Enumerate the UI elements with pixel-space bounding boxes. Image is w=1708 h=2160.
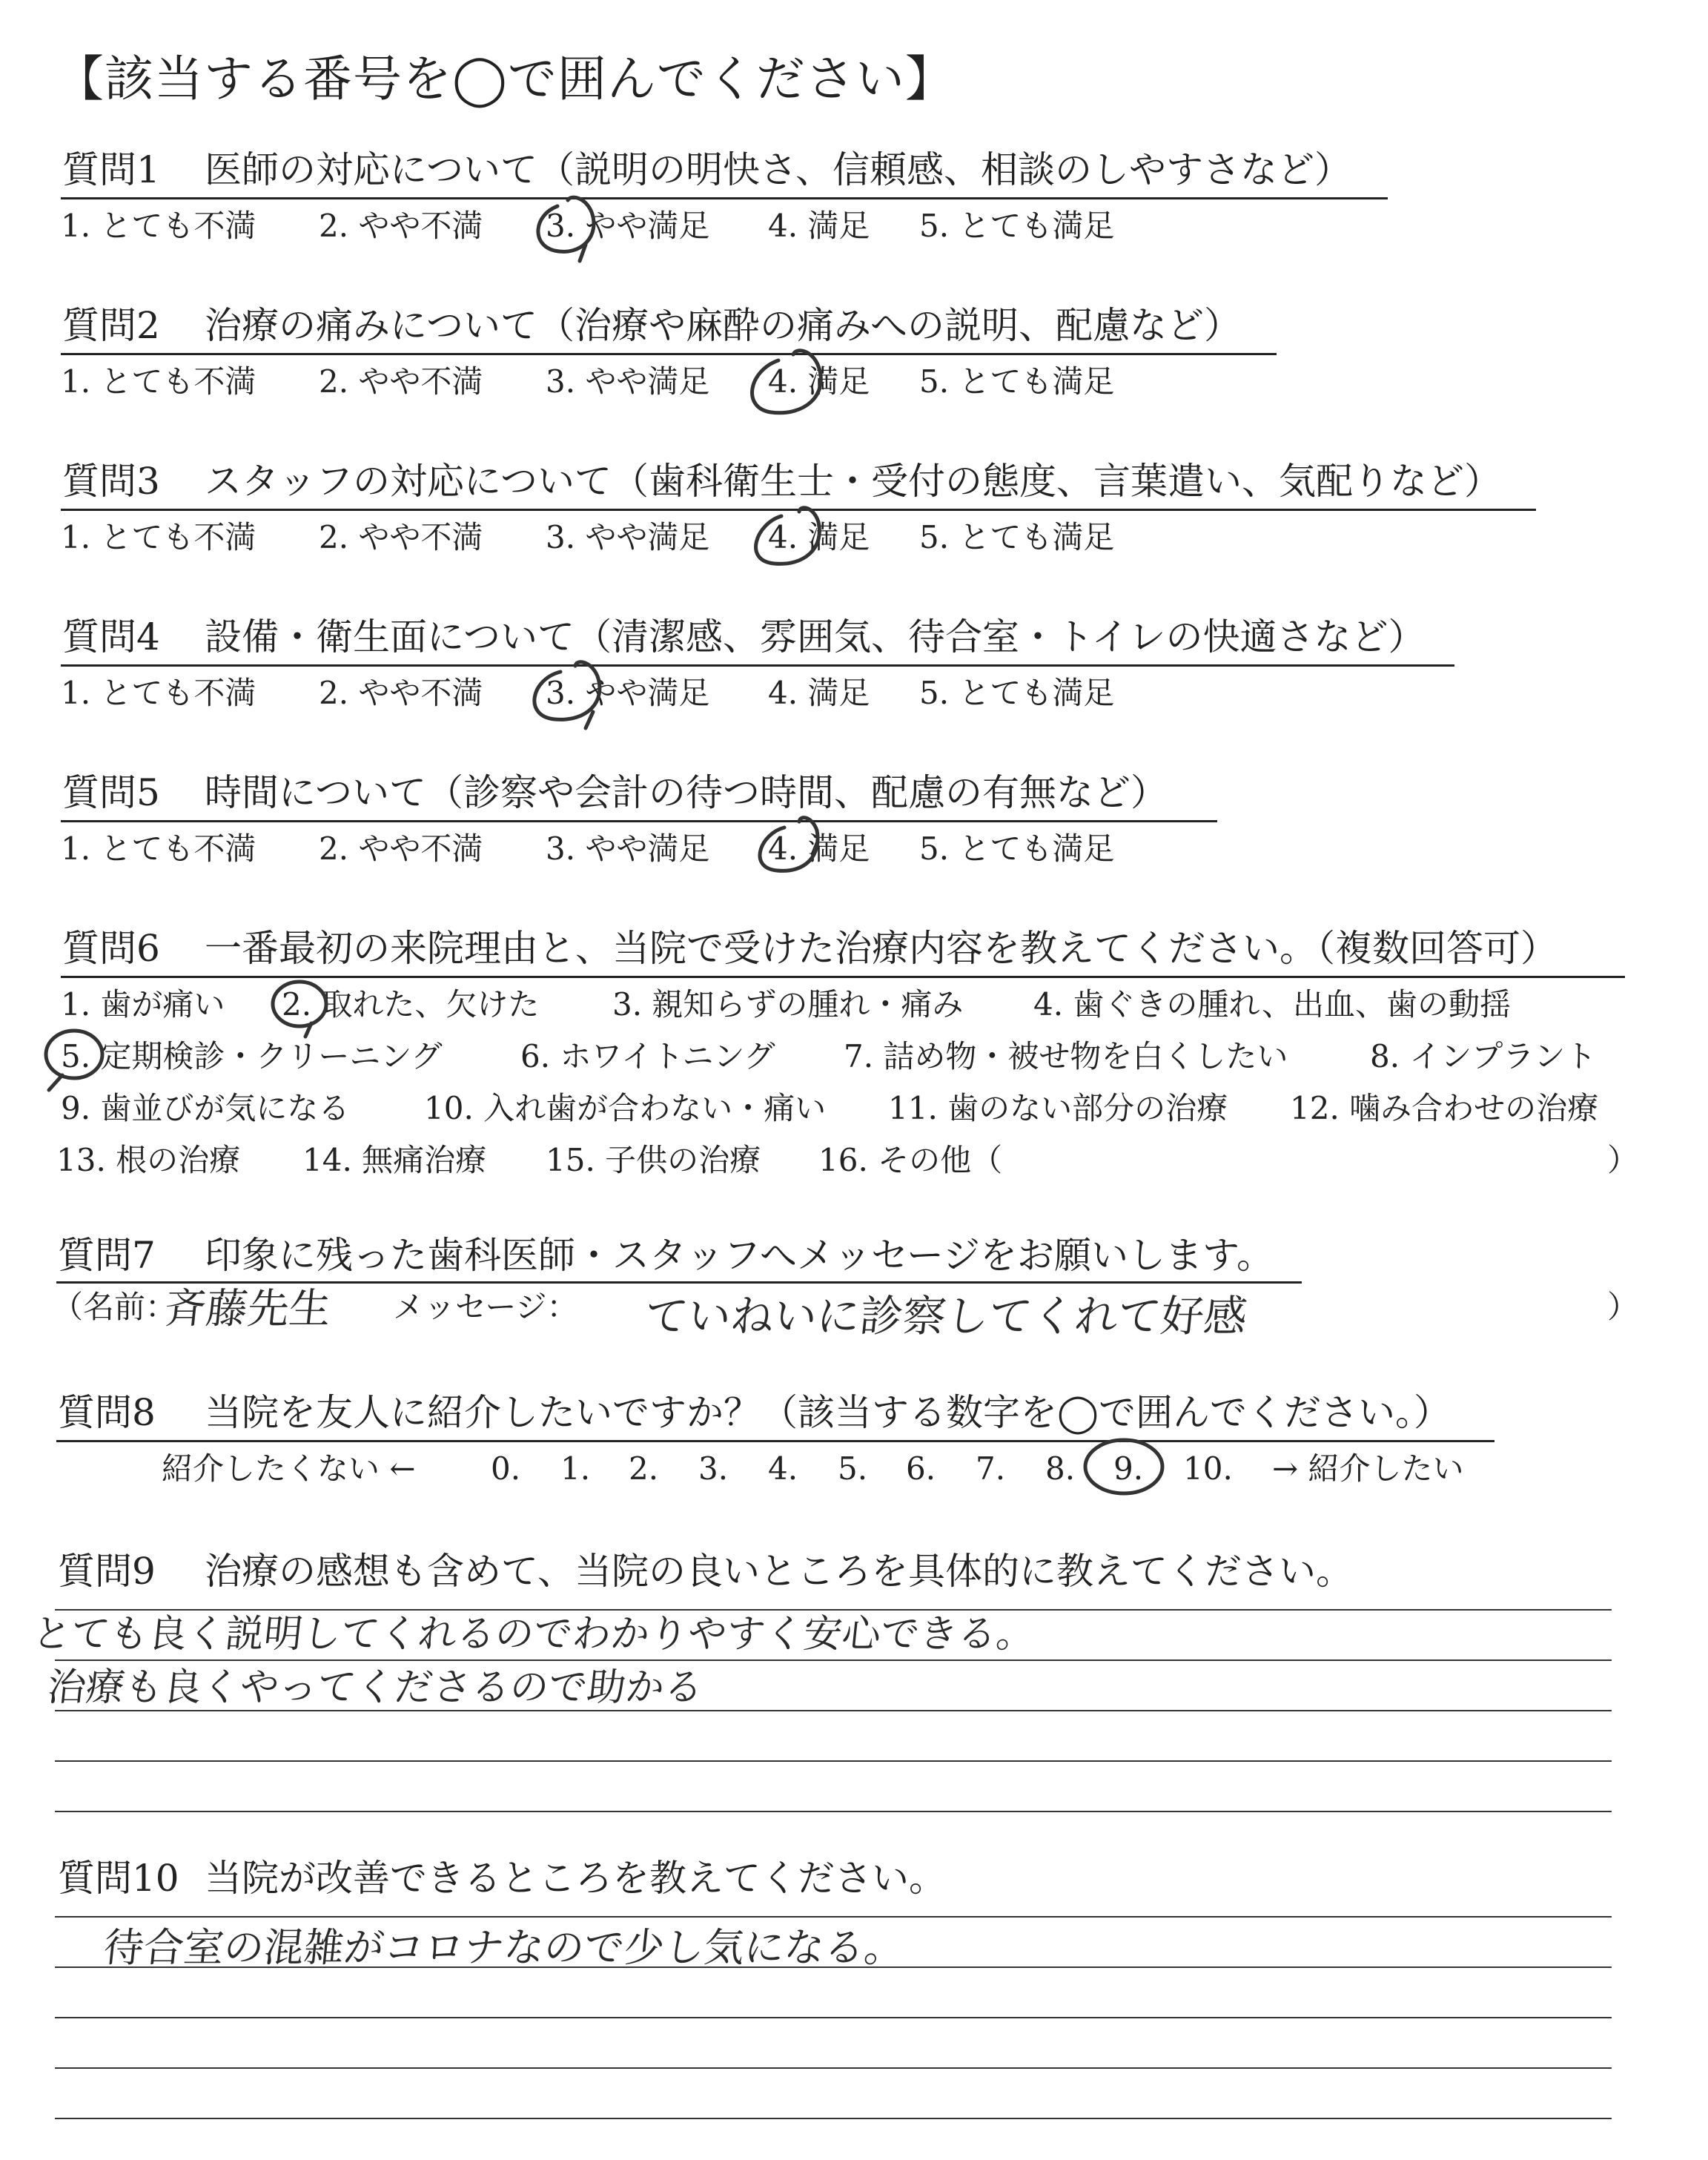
q3-option-4[interactable]: 4. 満足 bbox=[768, 519, 870, 555]
q2-text: 治療の痛みについて（治療や麻酔の痛みへの説明、配慮など） bbox=[205, 304, 1241, 347]
q3-option-1[interactable]: 1. とても不満 bbox=[61, 519, 256, 555]
q10-text: 当院が改善できるところを教えてください。 bbox=[205, 1857, 946, 1900]
q2-selection-circle bbox=[752, 351, 821, 413]
q8-low-label: 紹介したくない ← bbox=[162, 1450, 416, 1487]
q7-close-paren: ） bbox=[1607, 1289, 1639, 1325]
q5-option-2[interactable]: 2. やや不満 bbox=[319, 830, 483, 867]
q1-selection-circle bbox=[538, 197, 594, 261]
q8-text: 当院を友人に紹介したいですか？（該当する数字を◯で囲んでください。） bbox=[205, 1391, 1451, 1434]
q5-option-3[interactable]: 3. やや満足 bbox=[546, 830, 710, 867]
q6-option-5-circle bbox=[46, 1031, 102, 1078]
q4-option-4[interactable]: 4. 満足 bbox=[768, 675, 870, 711]
q2-option-4[interactable]: 4. 満足 bbox=[768, 363, 870, 400]
q8-score-2[interactable]: 2. bbox=[629, 1450, 659, 1487]
q5-option-5[interactable]: 5. とても満足 bbox=[919, 830, 1115, 867]
q6-option-10[interactable]: 10. 入れ歯が合わない・痛い bbox=[424, 1090, 827, 1126]
q6-option-16-close: ） bbox=[1607, 1142, 1639, 1178]
q8-score-10[interactable]: 10. bbox=[1183, 1450, 1233, 1487]
page-title: 【該当する番号を◯で囲んでください】 bbox=[55, 50, 955, 108]
q1-text: 医師の対応について（説明の明快さ、信頼感、相談のしやすさなど） bbox=[205, 148, 1351, 191]
q5-option-4[interactable]: 4. 満足 bbox=[768, 830, 870, 867]
q8-score-6[interactable]: 6. bbox=[906, 1450, 936, 1487]
q6-option-15[interactable]: 15. 子供の治療 bbox=[546, 1142, 761, 1178]
q1-option-4[interactable]: 4. 満足 bbox=[768, 208, 870, 244]
q1-option-1[interactable]: 1. とても不満 bbox=[61, 208, 256, 244]
q10-label: 質問10 bbox=[58, 1857, 179, 1900]
q8-score-9[interactable]: 9. bbox=[1113, 1450, 1144, 1487]
q2-option-2[interactable]: 2. やや不満 bbox=[319, 363, 483, 400]
q6-option-8[interactable]: 8. インプラント bbox=[1370, 1038, 1597, 1074]
q4-option-1[interactable]: 1. とても不満 bbox=[61, 675, 256, 711]
q6-option-2-circle bbox=[273, 982, 326, 1026]
q6-option-5[interactable]: 5. 定期検診・クリーニング bbox=[61, 1038, 443, 1074]
q1-option-5[interactable]: 5. とても満足 bbox=[919, 208, 1115, 244]
q1-label: 質問1 bbox=[62, 148, 160, 191]
q8-score-1[interactable]: 1. bbox=[560, 1450, 591, 1487]
q6-option-4[interactable]: 4. 歯ぐきの腫れ、出血、歯の動揺 bbox=[1033, 986, 1511, 1023]
q7-text: 印象に残った歯科医師・スタッフへメッセージをお願いします。 bbox=[205, 1234, 1274, 1277]
q6-option-7[interactable]: 7. 詰め物・被せ物を白くしたい bbox=[844, 1038, 1288, 1074]
q7-message-handwritten[interactable]: ていねいに診察してくれて好感 bbox=[642, 1291, 1250, 1341]
q8-label: 質問8 bbox=[58, 1391, 156, 1434]
q7-name-label: （名前： bbox=[52, 1289, 177, 1325]
q6-option-6[interactable]: 6. ホワイトニング bbox=[520, 1038, 775, 1074]
q4-option-2[interactable]: 2. やや不満 bbox=[319, 675, 483, 711]
q6-option-12[interactable]: 12. 噛み合わせの治療 bbox=[1290, 1090, 1599, 1126]
q5-selection-circle bbox=[760, 818, 818, 871]
q7-label: 質問7 bbox=[58, 1234, 156, 1277]
q6-option-11[interactable]: 11. 歯のない部分の治療 bbox=[888, 1090, 1228, 1126]
q3-text: スタッフの対応について（歯科衛生士・受付の態度、言葉遣い、気配りなど） bbox=[205, 460, 1501, 503]
q3-label: 質問3 bbox=[62, 460, 160, 503]
q9-answer-handwritten-1[interactable]: とても良く説明してくれるのでわかりやすく安心できる。 bbox=[30, 1612, 1038, 1657]
q5-option-1[interactable]: 1. とても不満 bbox=[61, 830, 256, 867]
q6-text: 一番最初の来院理由と、当院で受けた治療内容を教えてください。（複数回答可） bbox=[205, 927, 1558, 970]
q7-message-label: メッセージ： bbox=[393, 1289, 578, 1325]
q8-score-7[interactable]: 7. bbox=[976, 1450, 1006, 1487]
q7-name-handwritten[interactable]: 斉藤先生 bbox=[162, 1285, 334, 1333]
q3-option-3[interactable]: 3. やや満足 bbox=[546, 519, 710, 555]
q4-text: 設備・衛生面について（清潔感、雰囲気、待合室・トイレの快適さなど） bbox=[205, 615, 1426, 658]
q6-label: 質問6 bbox=[62, 927, 160, 970]
q6-option-16[interactable]: 16. その他（ bbox=[818, 1142, 1003, 1178]
q1-option-3[interactable]: 3. やや満足 bbox=[546, 208, 710, 244]
q6-option-2[interactable]: 2. 取れた、欠けた bbox=[282, 986, 540, 1023]
q5-text: 時間について（診察や会計の待つ時間、配慮の有無など） bbox=[205, 771, 1168, 814]
q9-answer-handwritten-2[interactable]: 治療も良くやってくださるので助かる bbox=[44, 1665, 706, 1710]
q5-label: 質問5 bbox=[62, 771, 160, 814]
q3-option-2[interactable]: 2. やや不満 bbox=[319, 519, 483, 555]
q8-score-0[interactable]: 0. bbox=[491, 1450, 521, 1487]
q9-text: 治療の感想も含めて、当院の良いところを具体的に教えてください。 bbox=[205, 1550, 1353, 1593]
q6-option-1[interactable]: 1. 歯が痛い bbox=[61, 986, 225, 1023]
q6-option-13[interactable]: 13. 根の治療 bbox=[56, 1142, 241, 1178]
q8-score-3[interactable]: 3. bbox=[698, 1450, 729, 1487]
q3-selection-circle bbox=[756, 508, 820, 564]
q8-score-4[interactable]: 4. bbox=[768, 1450, 798, 1487]
q6-option-14[interactable]: 14. 無痛治療 bbox=[302, 1142, 487, 1178]
q3-option-5[interactable]: 5. とても満足 bbox=[919, 519, 1115, 555]
q8-score-5[interactable]: 5. bbox=[838, 1450, 868, 1487]
q2-option-5[interactable]: 5. とても満足 bbox=[919, 363, 1115, 400]
q8-score-8[interactable]: 8. bbox=[1045, 1450, 1076, 1487]
q6-option-9[interactable]: 9. 歯並びが気になる bbox=[61, 1090, 350, 1126]
q6-option-3[interactable]: 3. 親知らずの腫れ・痛み bbox=[612, 986, 964, 1023]
q4-label: 質問4 bbox=[62, 615, 160, 658]
q2-option-3[interactable]: 3. やや満足 bbox=[546, 363, 710, 400]
q8-score-9-circle bbox=[1085, 1440, 1162, 1493]
q4-option-3[interactable]: 3. やや満足 bbox=[546, 675, 710, 711]
q4-option-5[interactable]: 5. とても満足 bbox=[919, 675, 1115, 711]
q1-option-2[interactable]: 2. やや不満 bbox=[319, 208, 483, 244]
q2-option-1[interactable]: 1. とても不満 bbox=[61, 363, 256, 400]
q8-high-label: → 紹介したい bbox=[1272, 1450, 1464, 1487]
q2-label: 質問2 bbox=[62, 304, 160, 347]
q4-selection-circle bbox=[534, 662, 600, 728]
q9-label: 質問9 bbox=[58, 1550, 156, 1593]
q10-answer-handwritten[interactable]: 待合室の混雑がコロナなので少し気になる。 bbox=[101, 1924, 907, 1971]
